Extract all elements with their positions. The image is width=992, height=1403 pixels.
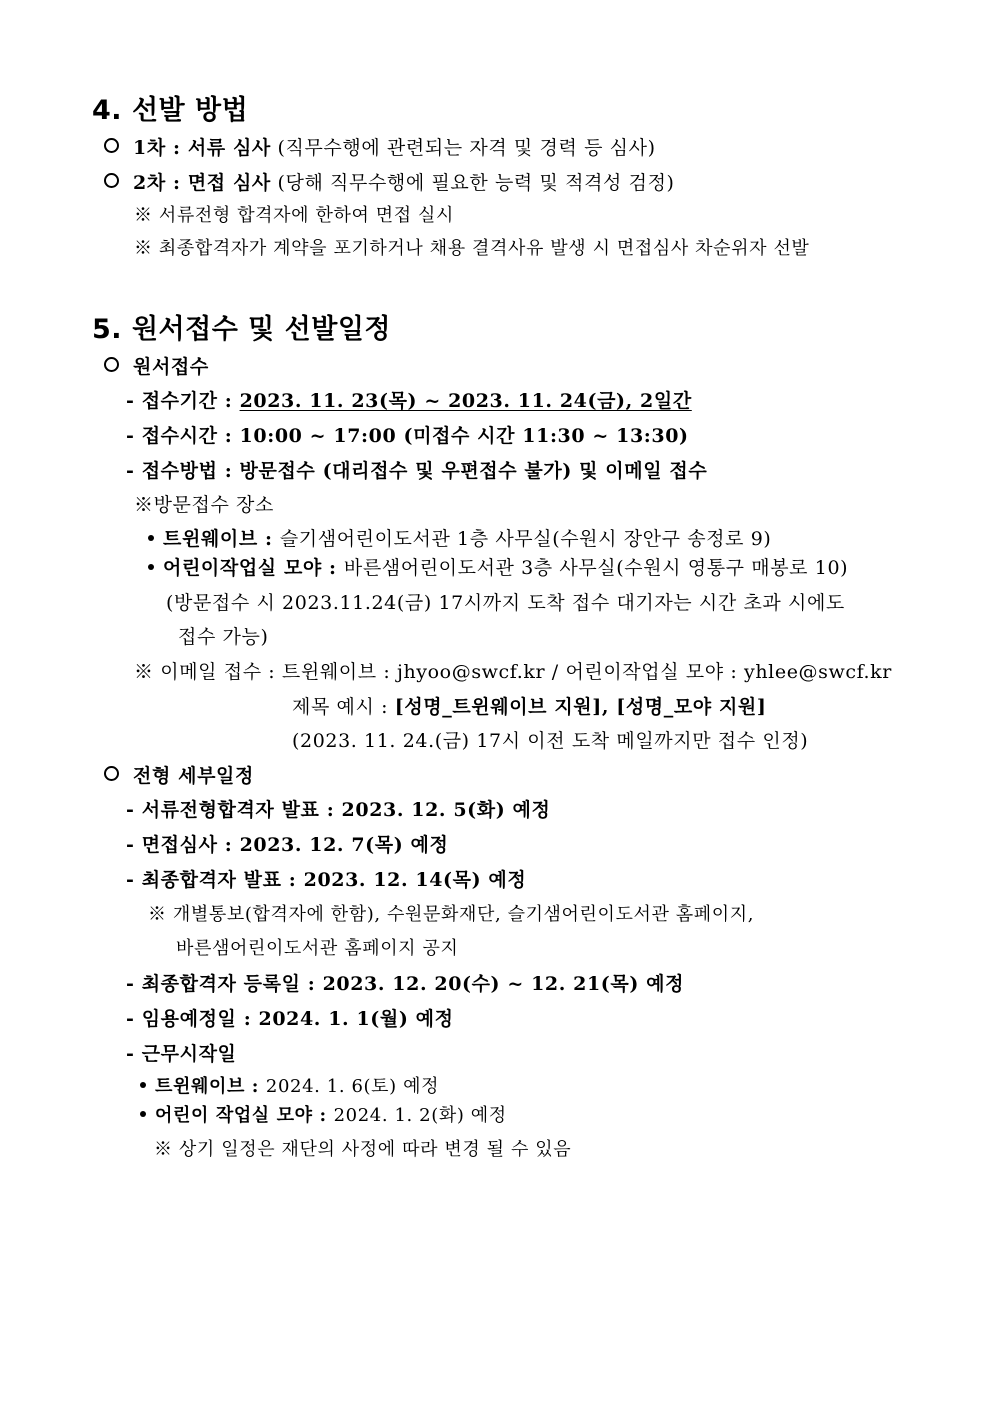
schedule-title-item xyxy=(104,764,254,788)
doc-result-value: : 2023. 12. 5(화) 예정 xyxy=(319,799,551,821)
location-2-label: 어린이작업실 모야 : xyxy=(163,557,344,579)
visit-extra-2: 접수 가능) xyxy=(178,626,269,648)
subject-label: 제목 예시 : xyxy=(292,696,395,718)
method-line: - 접수방법 : 방문접수 (대리접수 및 우편접수 불가) 및 이메일 접수 xyxy=(126,460,708,482)
work-start-1 xyxy=(140,1075,439,1099)
doc-result-label: - 서류전형합격자 발표 xyxy=(126,799,320,821)
email-deadline: (2023. 11. 24.(금) 17시 이전 도착 메일까지만 접수 인정) xyxy=(292,730,809,752)
hire-value: : 2024. 1. 1(월) 예정 xyxy=(236,1008,454,1030)
hire-line xyxy=(126,1007,454,1031)
doc-result-line xyxy=(126,798,550,822)
apply-title: 원서접수 xyxy=(133,356,209,378)
final-result-label: - 최종합격자 발표 xyxy=(126,869,282,891)
work-start-title: - 근무시작일 xyxy=(126,1043,237,1065)
visit-extra-1: (방문접수 시 2023.11.24(금) 17시까지 도착 접수 대기자는 시간 초과 시에도 xyxy=(166,592,845,614)
notice-line-2: 바른샘어린이도서관 홈페이지 공지 xyxy=(176,938,459,959)
apply-title-item xyxy=(104,355,209,379)
work-start-1-label: 트윈웨이브 : xyxy=(155,1076,266,1097)
location-1 xyxy=(148,527,771,551)
round1-desc: (직무수행에 관련되는 자격 및 경력 등 심사) xyxy=(270,137,656,159)
subject-line xyxy=(292,695,766,719)
register-line: - 최종합격자 등록일 : 2023. 12. 20(수) ~ 12. 21(목) 예정 xyxy=(126,973,685,995)
visit-note: ※방문접수 장소 xyxy=(134,494,274,516)
final-note: ※ 상기 일정은 재단의 사정에 따라 변경 될 수 있음 xyxy=(154,1139,572,1160)
final-result-value: : 2023. 12. 14(목) 예정 xyxy=(281,869,527,891)
subject-value: [성명_트윈웨이브 지원], [성명_모야 지원] xyxy=(394,696,767,718)
hire-label: - 임용예정일 xyxy=(126,1008,237,1030)
location-1-value: 슬기샘어린이도서관 1층 사무실(수원시 장안구 송정로 9) xyxy=(279,528,772,550)
schedule-title: 전형 세부일정 xyxy=(133,765,254,787)
circle-bullet-icon xyxy=(104,173,119,188)
period-label: - 접수기간 : xyxy=(126,390,240,412)
circle-bullet-icon xyxy=(104,357,119,372)
bullet-dot-icon xyxy=(148,535,154,541)
circle-bullet-icon xyxy=(104,138,119,153)
round2-label: 2차 : 면접 심사 xyxy=(133,172,271,194)
round2-desc: (당해 직무수행에 필요한 능력 및 적격성 검정) xyxy=(270,172,675,194)
time-line: - 접수시간 : 10:00 ~ 17:00 (미접수 시간 11:30 ~ 13:30) xyxy=(126,425,689,447)
section-4-heading: 4. 선발 방법 xyxy=(92,95,249,126)
notice-line-1: ※ 개별통보(합격자에 한함), 수원문화재단, 슬기샘어린이도서관 홈페이지, xyxy=(148,904,755,925)
period-line xyxy=(126,389,692,413)
work-start-2-label: 어린이 작업실 모야 : xyxy=(155,1105,334,1126)
bullet-dot-icon xyxy=(148,564,154,570)
location-2-value: 바른샘어린이도서관 3층 사무실(수원시 영통구 매봉로 10) xyxy=(343,557,849,579)
work-start-1-value: 2024. 1. 6(토) 예정 xyxy=(265,1076,440,1097)
s4-note-2: ※ 최종합격자가 계약을 포기하거나 채용 결격사유 발생 시 면접심사 차순위자 선발 xyxy=(134,238,810,259)
round1-label: 1차 : 서류 심사 xyxy=(133,137,271,159)
email-line: ※ 이메일 접수 : 트윈웨이브 : jhyoo@swcf.kr / 어린이작업실 모야 : yhlee@swcf.kr xyxy=(134,661,892,683)
s4-note-1: ※ 서류전형 합격자에 한하여 면접 실시 xyxy=(134,205,455,226)
circle-bullet-icon xyxy=(104,766,119,781)
final-result-line xyxy=(126,868,526,892)
round2-item xyxy=(104,171,675,195)
location-1-label: 트윈웨이브 : xyxy=(163,528,280,550)
bullet-dot-icon xyxy=(140,1111,146,1117)
work-start-2-value: 2024. 1. 2(화) 예정 xyxy=(333,1105,507,1126)
interview-value: : 2023. 12. 7(목) 예정 xyxy=(217,834,449,856)
location-2 xyxy=(148,556,848,580)
work-start-2 xyxy=(140,1104,507,1128)
round1-item xyxy=(104,136,656,160)
interview-line xyxy=(126,833,448,857)
section-5-heading: 5. 원서접수 및 선발일정 xyxy=(92,314,391,345)
interview-label: - 면접심사 xyxy=(126,834,218,856)
period-value: 2023. 11. 23(목) ~ 2023. 11. 24(금), 2일간 xyxy=(239,390,692,412)
bullet-dot-icon xyxy=(140,1082,146,1088)
